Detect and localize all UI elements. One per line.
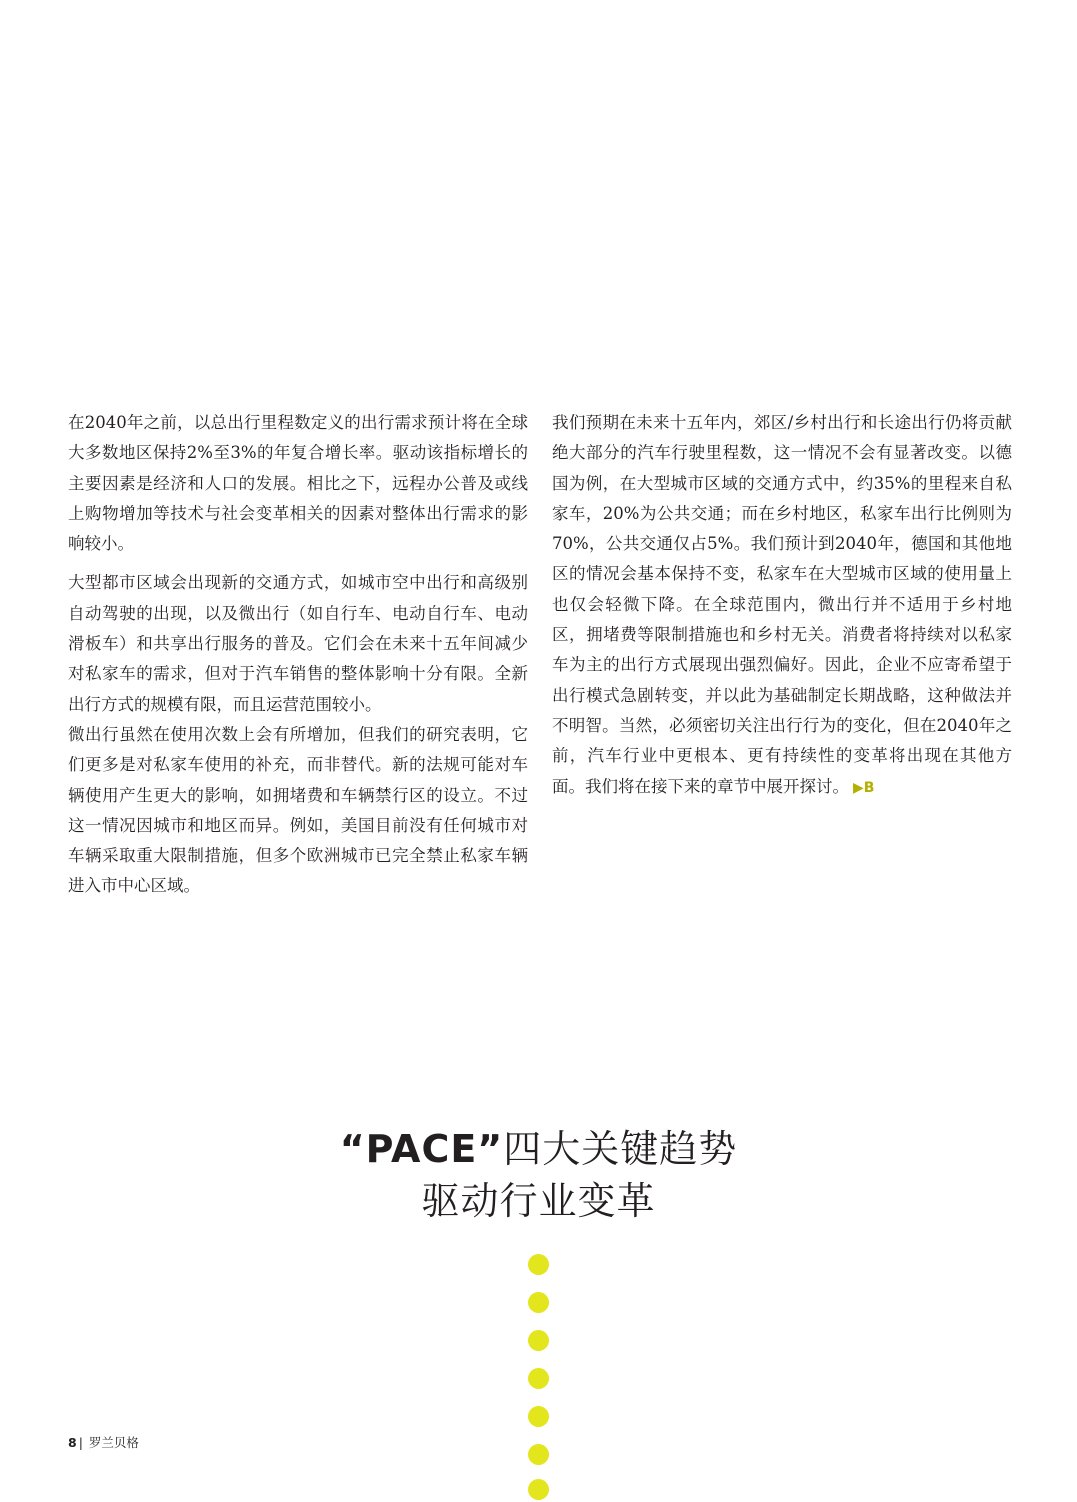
section-reference-link[interactable]: ▶B [853,779,875,796]
right-text-column [552,408,1012,812]
body-paragraph: 微出行虽然在使用次数上会有所增加，但我们的研究表明，它们更多是对私家车使用的补充，而非替代。新的法规可能对车辆使用产生更大的影响，如拥堵费和车辆禁行区的设立。不过这一情况因城市和地区而异。例如，美国目前没有任何城市对车辆采取重大限制措施，但多个欧洲城市已完全禁止私家车辆进入市中心区域。 [68,724,528,896]
page-footer [68,1433,139,1451]
body-paragraph [552,408,1012,803]
body-paragraph: 在2040年之前，以总出行里程数定义的出行需求预计将在全球大多数地区保持2%至3%的年复合增长率。驱动该指标增长的主要因素是经济和人口的发展。相比之下，远程办公普及或线上购物增加等技术与社会变革相关的因素对整体出行需求的影响较小。 [68,413,528,554]
headline-line-2: 驱动行业变革 [421,1179,656,1223]
decorative-dot [528,1368,549,1389]
decorative-dot [528,1444,549,1465]
decorative-dot [528,1479,549,1500]
footer-brand: 罗兰贝格 [88,1435,139,1450]
decorative-dot [528,1292,549,1313]
decorative-dot [528,1406,549,1427]
body-paragraph-text: 我们预期在未来十五年内，郊区/乡村出行和长途出行仍将贡献绝大部分的汽车行驶里程数，这一情况不会有显著改变。以德国为例，在大型城市区域的交通方式中，约35%的里程来自私家车，20%为公共交通；而在乡村地区，私家车出行比例则为70%，公共交通仅占5%。我们预计到2040年，德国和其他地区的情况会基本保持不变，私家车在大型城市区域的使用量上也仅会轻微下降。在全球范围内，微出行并不适用于乡村地区，拥堵费等限制措施也和乡村无关。消费者将持续对以私家车为主的出行方式展现出强烈偏好。因此，企业不应寄希望于出行模式急剧转变，并以此为基础制定长期战略，这种做法并不明智。当然，必须密切关注出行行为的变化，但在2040年之前，汽车行业中更根本、更有持续性的变革将出现在其他方面。我们将在接下来的章节中展开探讨。 [552,413,1012,796]
headline-line-1 [0,1123,1077,1175]
page-number: 8 [68,1435,77,1450]
headline-pace: “PACE” [339,1127,504,1171]
footer-separator: | [78,1435,83,1450]
left-text-column [68,408,528,911]
section-headline [0,1123,1077,1227]
decorative-dot [528,1254,549,1275]
body-paragraph: 大型都市区域会出现新的交通方式，如城市空中出行和高级别自动驾驶的出现，以及微出行（如自行车、电动自行车、电动滑板车）和共享出行服务的普及。它们会在未来十五年间减少对私家车的需求，但对于汽车销售的整体影响十分有限。全新出行方式的规模有限，而且运营范围较小。 [68,573,528,714]
decorative-dot [528,1330,549,1351]
headline-line-1-rest: 四大关键趋势 [503,1127,738,1171]
